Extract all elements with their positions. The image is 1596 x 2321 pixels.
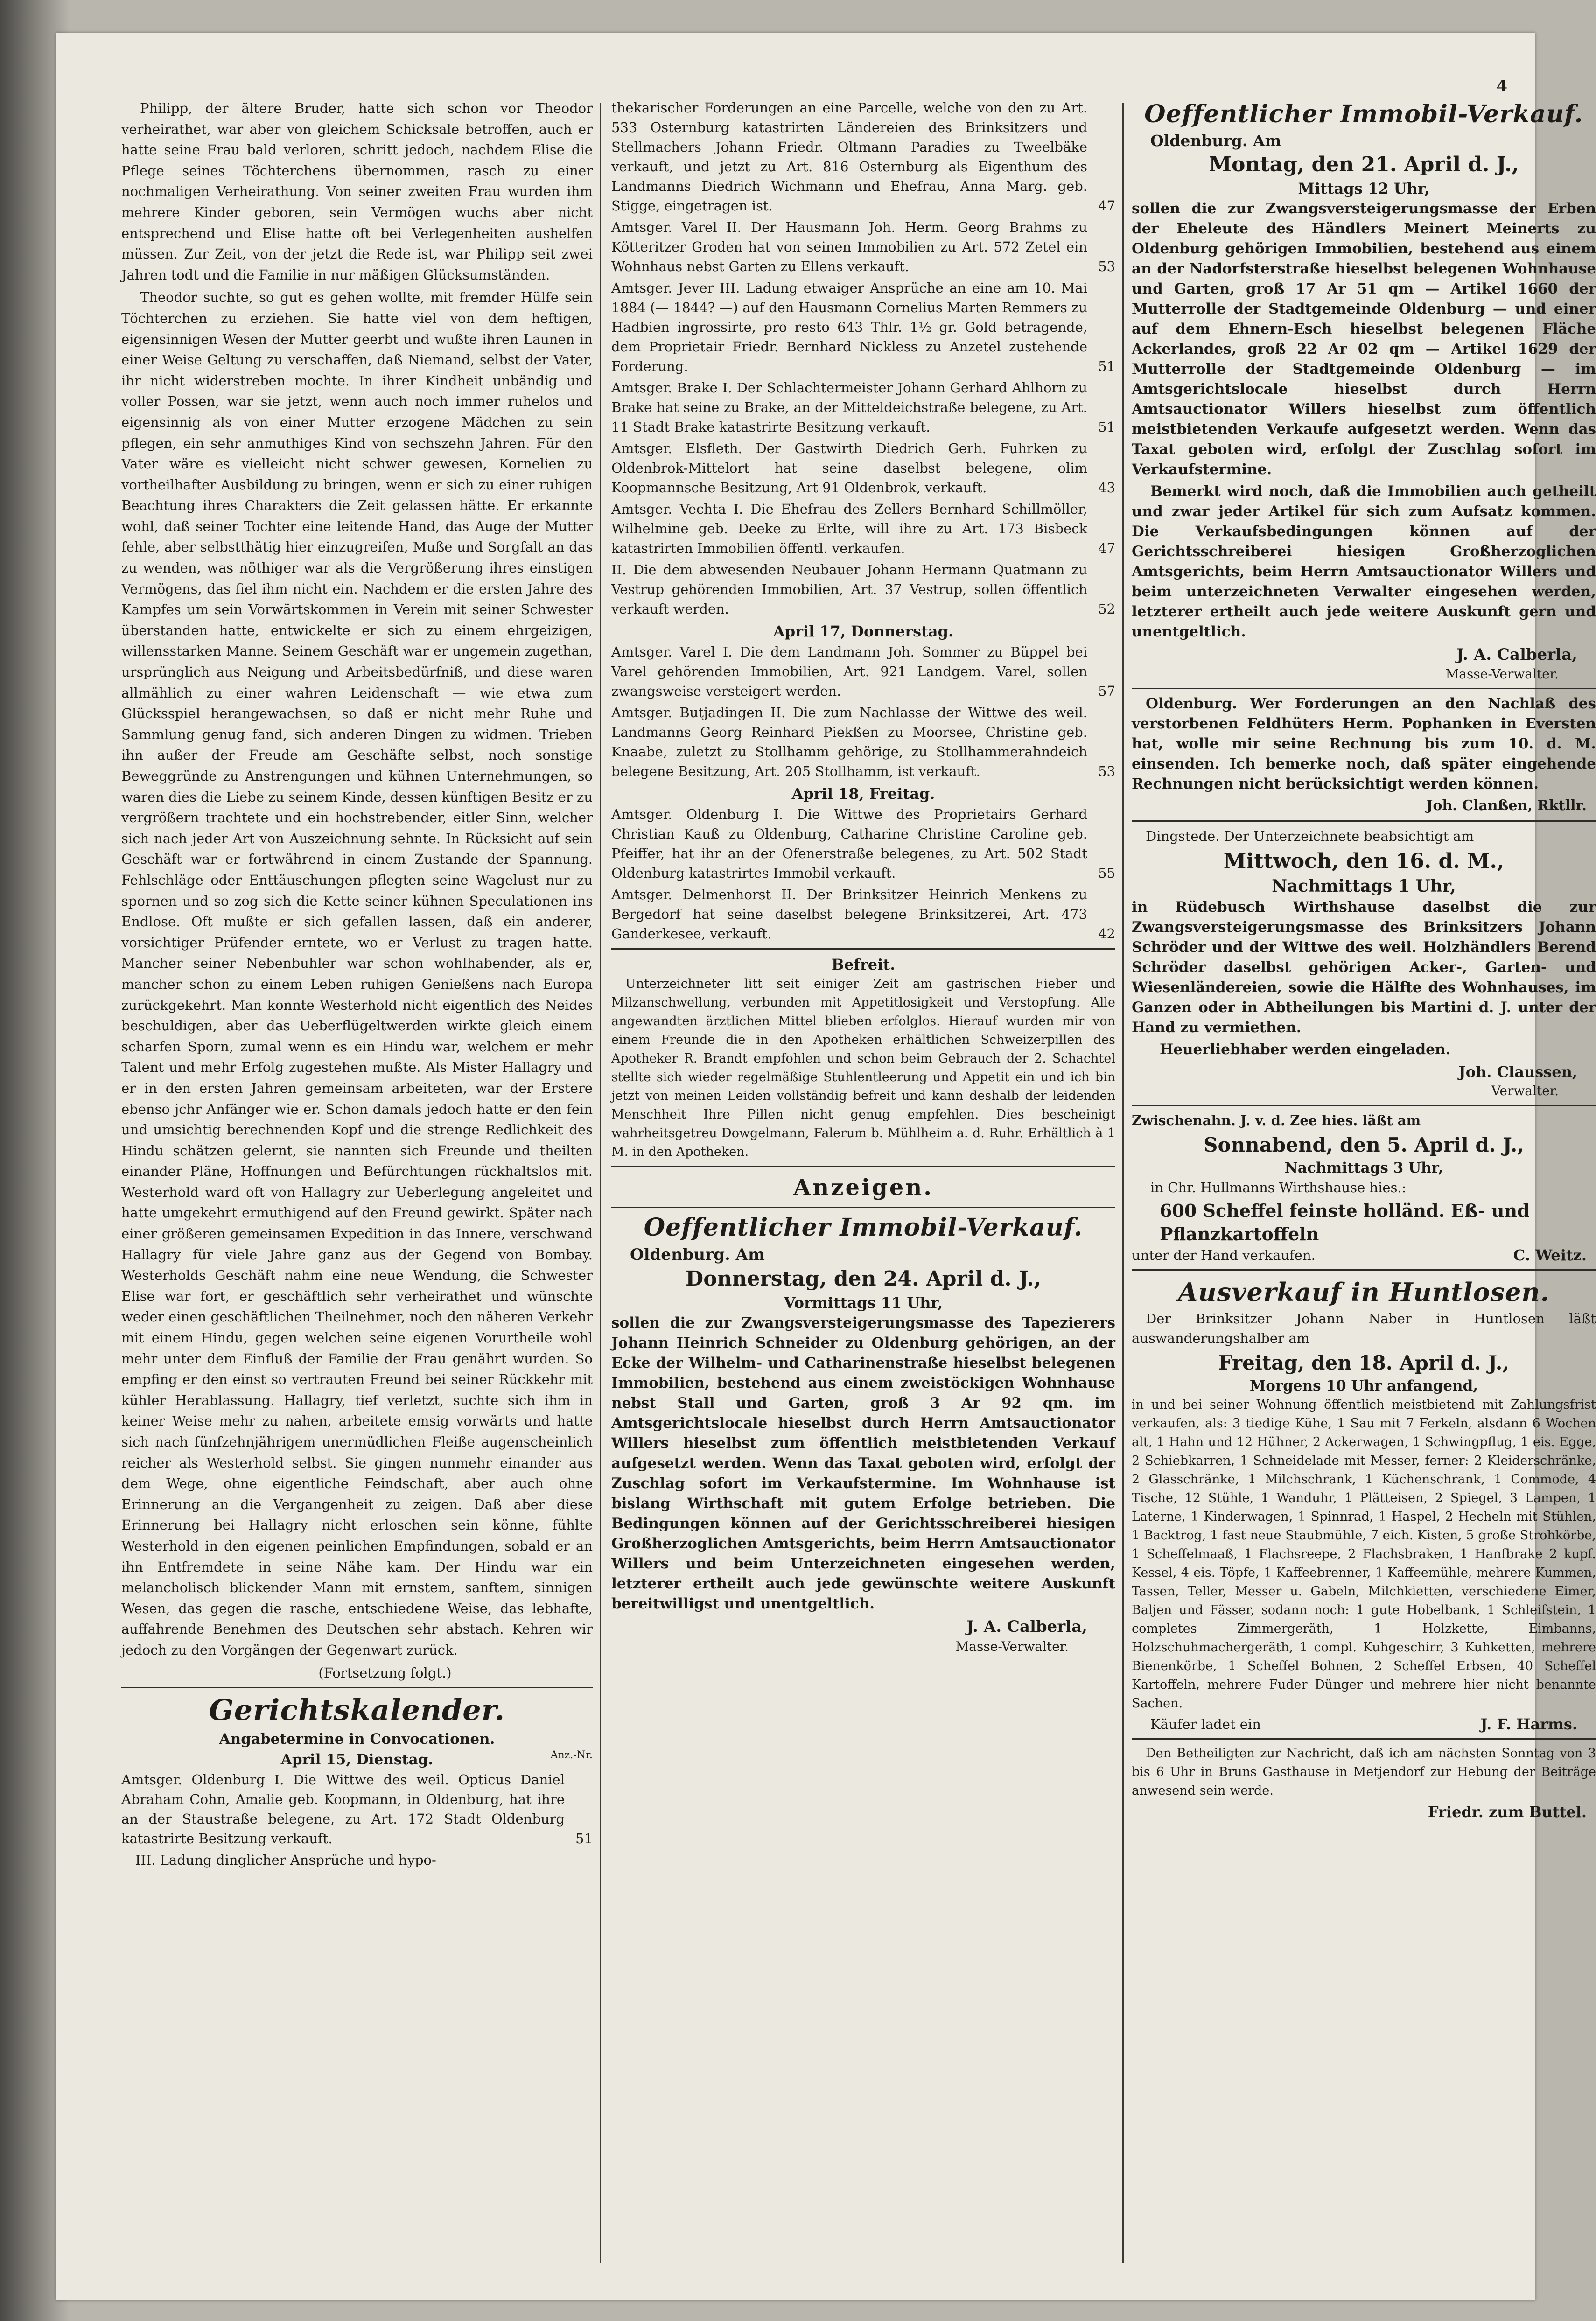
ad-text: sollen die zur Zwangsversteigerungsmasse des Tapezierers Johann Heinrich Schneider zu Oldenburg gehörigen, an der Ecke der Wilhelm- und Catharinenstraße hieselbst belegenen Immobilien, bestehend aus einem zweistöckigen Wohnhause nebst Stall und Garten, groß 3 Ar 92 qm. im Amtsgerichtslocale hieselbst durch Herrn Amtsauctionator Willers hieselbst zum öffentlich meistbietenden Verkauf aufgesetzt werden. Wenn das Taxat geboten wird, erfolgt der Zuschlag sofort im Verkaufstermine. Im Wohnhause ist bislang Wirthschaft mit gutem Erfolge betrieben. Die Bedingungen können auf der Gerichtsschreiberei hiesigen Großherzoglichen Amtsgerichts, beim Herrn Amtsauctionator Willers und beim Unterzeichneten eingesehen werden, letzterer ertheilt auch jede gewünschte weitere Auskunft bereitwilligst und unentgeltlich.	[611, 1314, 1115, 1612]
ad-time: Morgens 10 Uhr anfangend,	[1249, 1377, 1478, 1394]
court-entry	[611, 560, 1115, 619]
entry-number: 55	[1098, 865, 1115, 881]
court-entry-start: III. Ladung dinglicher Ansprüche und hypo-	[135, 1852, 436, 1868]
ad-head: Dingstede. Der Unterzeichnete beabsichtigt am	[1146, 828, 1474, 844]
column-notices	[611, 98, 1115, 1656]
entry-number: 43	[1098, 480, 1115, 496]
court-entry-text: II. Die dem abwesenden Neubauer Johann Hermann Quatmann zu Vestrup gehörenden Immobilien, Art. 37 Vestrup, sollen öffentlich verkauft werden.	[611, 562, 1087, 617]
story-paragraph: Theodor suchte, so gut es gehen wollte, mit fremder Hülfe sein Töchterchen zu erziehen. Sie hatte viel von dem heftigen, eigensinnigen Wesen der Mutter geerbt und wußte ihren Launen in einer Weise Geltung zu verschaffen, daß Niemand, selbst der Vater, ihr nicht widerstreben mochte. In ihrer Kindheit unbändig und voller Possen, war sie jetzt, wenn auch noch immer ruhelos und eigensinnig als von einer Mutter erzogene Mädchen zu sein pflegen, ein sehr anmuthiges Kind von sechszehn Jahren. Für den Vater wäre es vielleicht nicht schwer gewesen, Kornelien zu vortheilhafter Ausbildung zu bringen, wenn er sich zu einer ruhigen Beachtung ihres Charakters die Zeit gelassen hätte. Er erkannte wohl, daß seiner Tochter eine leitende Hand, das Auge der Mutter fehle, aber selbstthätig hier einzugreifen, Muße und Sorgfalt an das zu wenden, was nöthiger war als die Vergrößerung ihres einstigen Vermögens, das fiel ihm nicht ein. Nachdem er die ersten Jahre des Kampfes um sein Vorwärtskommen in Verein mit seiner Schwester überstanden hatte, entwickelte er sich zu einem ehrgeizigen, willensstarken Manne. Seinem Geschäft war er ungemein zugethan, ursprünglich aus Neigung und Arbeitsbedürfniß, und diese waren allmählich zu einer wahren Leidenschaft — wie etwa zum Glücksspiel herangewachsen, so daß er nicht mehr Ruhe und Sammlung genug fand, sich anderen Dingen zu widmen. Trieben ihn außer der Freude am Geschäfte selbst, noch sonstige Beweggründe zu Anstrengungen und kühnen Unternehmungen, so waren dies die Liebe zu seinem Kinde, dessen künftigen Besitz er zu vergrößern trachtete und ein hochstrebender, eitler Sinn, welcher sich nach jeder Art von Auszeichnung sehnte. In Rücksicht auf sein Geschäft war er fortwährend in einem Zustande der Spannung. Fehlschläge oder Enttäuschungen pflegten seine Wagelust nur zu spornen und so zog sich die Kette seiner kühnen Speculationen ins Endlose. Oft mußte er sich gefallen lassen, daß ein anderer, vorsichtiger Prüfender erntete, wo er Verlust zu tragen hatte. Mancher seiner Nebenbuhler war schon wohlhabender, als er, mancher schon zu einem Leben ruhigen Genießens nach Europa zurückgekehrt. Man konnte Westerhold nicht eigentlich des Neides beschuldigen, aber das Ueberflügeltwerden wirkte gleich einem scharfen Sporn, zumal wenn es ein Hindu war, welchem er mehr Talent und mehr Erfolg zugestehen mußte. Als Mister Hallagry und er in den ersten Jahren gemeinsam arbeiteten, war der Erstere ebenso jchr Anfänger wie er. Schon damals jedoch hatte er den fein und umsichtig berechnenden Kopf und die strenge Redlichkeit des Hindu schätzen gelernt, sie nannten sich Freunde und theilten einander Pläne, Hoffnungen und Befürchtungen rückhaltslos mit. Westerhold ward oft von Hallagry zur Ueberlegung angeleitet und hatte umgekehrt ermuthigend auf den Freund gewirkt. Später nach einer größeren gemeinsamen Expedition in das Innere, verschwand Hallagry für viele Jahre ganz aus der Gegend von Bombay. Westerholds Geschäft nahm eine neue Wendung, die Schwester Elise war fort, er geschäftlich sehr verheirathet und wünschte weder einen geschäftlichen Theilnehmer, noch den näheren Verkehr mit einem Hindu, gegen welchen seine eigenen Vorurtheile wohl mehr unter dem Einfluß der Familie der Frau genährt wurden. So empfing er den einst so vertrauten Freund bei seiner Rückkehr mit kühler Herablassung. Hallagry, tief verletzt, suchte sich ihm in keiner Weise mehr zu nahen, arbeitete emsig vorwärts und hatte sich nach fünfzehnjährigem unermüdlichen Fleiße augenscheinlich reicher als Westerhold selbst. Sie gingen nunmehr einander aus dem Wege, ohne eigentliche Feindschaft, aber auch ohne Erinnerung an die Vergangenheit zu zeigen. Daß aber diese Erinnerung bei Hallagry nicht erloschen sein könne, fühlte Westerhold in den eigenen peinlichen Empfindungen, sobald er an ihn Entfremdete in seine Nähe kam. Der Hindu war ein melancholisch blickender Mann mit ernstem, sanftem, sinnigen Wesen, das gegen die rasche, entschiedene Weise, das lebhafte, auffahrende Benehmen des Deutschen sehr abstach. Kehren wir jedoch zu den Vorgängen der Gegenwart zurück.	[121, 289, 593, 1658]
ad-signature: J. A. Calberla,	[966, 1617, 1087, 1636]
entry-number: 42	[1098, 926, 1115, 942]
court-calendar-date: April 15, Dienstag.	[280, 1751, 434, 1768]
testimonial-text: Unterzeichneter litt seit einiger Zeit am gastrischen Fieber und Milzanschwellung, verbunden mit Appetitlosigkeit und Verstopfung. Alle angewandten ärztlichen Mittel blieben erfolglos. Hierauf wurden mir von einem Freunde die in den Apotheken erhältlichen Schweizerpillen des Apotheker R. Brandt empfohlen und schon beim Gebrauch der 2. Schachtel stellte sich wieder regelmäßige Stuhlentleerung und Appetit ein und ich bin jetzt von meinen Leiden vollständig befreit und kann deshalb der leidenden Menschheit Ihre Pillen nicht genug empfehlen. Dies bescheinigt wahrheitsgetreu Dowgelmann, Falerum b. Mühlheim a. d. Ruhr. Erhältlich à 1 M. in den Apotheken.	[611, 977, 1115, 1159]
ad-signature-role: Masse-Verwalter.	[955, 1639, 1069, 1654]
court-entry-text: Amtsger. Oldenburg I. Die Wittwe des Proprietairs Gerhard Christian Kauß zu Oldenburg, Catharine Christine Caroline geb. Pfeiffer, hat ihr an der Ofenerstraße belegenes, zu Art. 502 Stadt Oldenburg katastrirtes Immobil verkauft.	[611, 806, 1087, 881]
court-entry	[611, 642, 1115, 701]
ad-date: Mittwoch, den 16. d. M.,	[1223, 849, 1505, 873]
ad-property-sale	[611, 1211, 1115, 1656]
ad-time: Mittags 12 Uhr,	[1298, 180, 1430, 197]
entry-number: 52	[1098, 601, 1115, 617]
story-paragraph: Philipp, der ältere Bruder, hatte sich schon vor Theodor verheirathet, war aber von gleichem Schicksale betroffen, auch er hatte seine Frau bald verloren, schritt jedoch, nachdem Elise die Pflege seines Töchterchens übernommen, rasch zu einer nochmaligen Verheirathung. Von seiner zweiten Frau wurden ihm mehrere Kinder geboren, sein Vermögen wuchs aber nicht entsprechend und Elise hatte oft bei Verlegenheiten aushelfen müssen. Zur Zeit, von der jetzt die Rede ist, war Philipp seit zwei Jahren todt und die Familie in nur mäßigen Glücksumständen.	[121, 100, 593, 283]
ad-text: sollen die zur Zwangsversteigerungsmasse der Erben der Eheleute des Händlers Meinert Meinerts zu Oldenburg gehörigen Immobilien, bestehend aus einem an der Nadorfsterstraße hieselbst belegenen Wohnhause und Garten, groß 17 Ar 51 qm — Artikel 1660 der Mutterrolle der Stadtgemeinde Oldenburg — und einer auf dem Ehnern-Esch hieselbst belegenen Fläche Ackerlandes, groß 22 Ar 02 qm — Artikel 1629 der Mutterrolle der Stadtgemeinde Oldenburg — im Amtsgerichtslocale hieselbst durch Herrn Amtsauctionator Willers hieselbst zum öffentlich meistbietenden Verkaufe aufgesetzt werden. Wenn das Taxat geboten wird, erfolgt der Zuschlag sofort im Verkaufstermine.	[1132, 200, 1596, 478]
entry-number: 51	[575, 1830, 593, 1846]
court-entry-text: Amtsger. Vechta I. Die Ehefrau des Zellers Bernhard Schillmöller, Wilhelmine geb. Deeke zu Erlte, will ihre zu Art. 173 Bisbeck katastrirten Immobilien öffentl. verkaufen.	[611, 501, 1087, 556]
ad-signature: J. F. Harms.	[1480, 1715, 1577, 1733]
divider	[611, 948, 1115, 950]
court-entry	[611, 278, 1115, 376]
divider	[611, 1166, 1115, 1167]
ad-potato-sale	[1132, 1111, 1596, 1265]
ad-clearance-sale	[1132, 1275, 1596, 1734]
column-story	[121, 98, 593, 1872]
court-entry	[611, 703, 1115, 781]
ad-footer	[1132, 1715, 1596, 1734]
column-rule	[1122, 103, 1124, 2263]
page-number: 4	[1496, 77, 1507, 96]
court-entry-text: Amtsger. Jever III. Ladung etwaiger Ansprüche an eine am 10. Mai 1884 (— 1844? —) auf den Hausmann Cornelius Marten Remmers zu Hadbien ingrossirte, pro resto 643 Thlr. 1½ gr. Gold betragende, dem Proprietair Friedr. Bernhard Nickless zu Anzetel zustehende Forderung.	[611, 280, 1087, 374]
entry-number: 51	[1098, 419, 1115, 435]
ad-footer	[1132, 1246, 1596, 1265]
ad-text: in Rüdebusch Wirthshause daselbst die zur Zwangsversteigerungsmasse des Brinksitzers Johann Schröder und der Wittwe des weil. Holzhändlers Berend Schröder daselbst gehörigen Acker-, Garten- und Wiesenländereien, sowie die Hälfte des Wohnhauses, im Ganzen oder in Abtheilungen bis Martini d. J. unter der Hand zu vermiethen.	[1132, 899, 1596, 1036]
entry-number: 57	[1098, 683, 1115, 699]
ad-signature: J. A. Calberla,	[1456, 645, 1577, 664]
ad-signature: Friedr. zum Buttel.	[1428, 1803, 1587, 1821]
ad-title: Ausverkauf in Huntlosen.	[1178, 1277, 1550, 1307]
court-entry-text: Amtsger. Butjadingen II. Die zum Nachlasse der Wittwe des weil. Landmanns Georg Reinhard Piekßen zu Moorsee, Christine geb. Knaabe, zuletzt zu Stollhamm gehörige, zu Stollhammerahndeich belegene Besitzung, Art. 205 Stollhamm, ist verkauft.	[611, 705, 1087, 779]
court-entry-text: Amtsger. Elsfleth. Der Gastwirth Diedrich Gerh. Fuhrken zu Oldenbrok-Mittelort hat seine daselbst belegene, olim Koopmannsche Besitzung, Art 91 Oldenbrok, verkauft.	[611, 440, 1087, 496]
ad-offer: 600 Scheffel feinste holländ. Eß- und Pflanzkartoffeln	[1160, 1200, 1530, 1244]
ad-land-rental	[1132, 826, 1596, 1100]
calendar-date-heading: April 17, Donnerstag.	[773, 622, 954, 640]
court-entry	[611, 98, 1115, 216]
court-entry	[611, 439, 1115, 497]
ad-collection-notice	[1132, 1744, 1596, 1822]
court-entry	[611, 499, 1115, 558]
newspaper-page	[56, 33, 1596, 2300]
divider	[611, 1207, 1115, 1208]
column-rule	[600, 103, 601, 2263]
ad-date: Montag, den 21. April d. J.,	[1209, 153, 1519, 176]
entry-number: 47	[1098, 540, 1115, 556]
ad-signature: Joh. Clanßen, Rktllr.	[1426, 797, 1587, 814]
court-entry	[611, 378, 1115, 437]
entry-number: 51	[1098, 358, 1115, 374]
entry-number: 53	[1098, 259, 1115, 274]
ad-date: Donnerstag, den 24. April d. J.,	[686, 1267, 1041, 1291]
ad-text: in Chr. Hullmanns Wirthshause hies.:	[1150, 1180, 1407, 1195]
court-entry-text: Amtsger. Oldenburg I. Die Wittwe des weil. Opticus Daniel Abraham Cohn, Amalie geb. Koopmann, in Oldenburg, hat ihre an der Staustraße belegene, zu Art. 172 Stadt Oldenburg katastrirte Besitzung verkauft.	[121, 1771, 565, 1846]
ad-text: Bemerkt wird noch, daß die Immobilien auch getheilt und zwar jeder Artikel für sich zum Aufsatz kommen. Die Verkaufsbedingungen können auf der Gerichtsschreiberei hiesigen Großherzoglichen Amtsgerichts, beim Herrn Amtsauctionator Willers und beim unterzeichneten Verwalter eingesehen werden, letzterer ertheilt auch jede weitere Auskunft gern und unentgeltlich.	[1132, 483, 1596, 640]
ad-signature-role: Masse-Verwalter.	[1445, 666, 1559, 682]
ad-signature: C. Weitz.	[1513, 1246, 1587, 1264]
ad-text: Heuerliebhaber werden eingeladen.	[1160, 1041, 1451, 1058]
ad-title: Oeffentlicher Immobil-Verkauf.	[1144, 100, 1583, 128]
ad-date: Freitag, den 18. April d. J.,	[1218, 1351, 1510, 1374]
ad-text: Den Betheiligten zur Nachricht, daß ich am nächsten Sonntag von 3 bis 6 Uhr in Bruns Gasthause in Metjendorf zur Hebung der Beiträge anwesend sein werde.	[1132, 1746, 1596, 1798]
court-entry-text: thekarischer Forderungen an eine Parcelle, welche von den zu Art. 533 Osternburg katastrirten Ländereien des Brinksitzers und Stellmachers Johann Friedr. Oltmann Paradies zu Tweelbäke verkauft, und jetzt zu Art. 816 Osternburg als Eigenthum des Landmanns Diedrich Wichmann und Ehefrau, Anna Marg. geb. Stigge, eingetragen ist.	[611, 100, 1087, 214]
column-ads	[1132, 98, 1596, 1822]
ad-signature-role: Verwalter.	[1491, 1083, 1559, 1098]
divider	[1132, 1738, 1596, 1740]
calendar-date-heading: April 18, Freitag.	[791, 785, 935, 803]
court-calendar-title: Gerichtskalender.	[209, 1692, 505, 1727]
entry-number: 47	[1098, 198, 1115, 214]
testimonial-title: Befreit.	[831, 956, 896, 973]
ads-section-title: Anzeigen.	[793, 1174, 933, 1201]
court-entry	[611, 217, 1115, 276]
ad-head: Der Brinksitzer Johann Naber in Huntlosen läßt auswanderungshalber am	[1132, 1311, 1596, 1346]
divider	[1132, 1269, 1596, 1271]
ad-place: Oldenburg. Am	[1150, 132, 1281, 150]
ad-creditors-call	[1132, 694, 1596, 816]
ad-title: Oeffentlicher Immobil-Verkauf.	[644, 1213, 1083, 1242]
ad-place: Oldenburg. Am	[630, 1245, 765, 1264]
court-entry	[611, 804, 1115, 883]
divider	[1132, 688, 1596, 689]
ad-property-sale-2	[1132, 98, 1596, 683]
ad-time: Vormittags 11 Uhr,	[784, 1294, 943, 1312]
divider	[121, 1687, 593, 1688]
court-entry	[611, 885, 1115, 944]
ad-text: in und bei seiner Wohnung öffentlich meistbietend mit Zahlungsfrist verkaufen, als: 3 tiedige Kühe, 1 Sau mit 7 Ferkeln, alsdann 6 Wochen alt, 1 Hahn und 12 Hühner, 2 Ackerwagen, 1 Schwingpflug, 1 eis. Egge, 2 Schiebkarren, 1 Schneidelade mit Messer, ferner: 2 Kleiderschränke, 2 Glasschränke, 1 Milchschrank, 1 Küchenschrank, 1 Commode, 4 Tische, 12 Stühle, 1 Wanduhr, 1 Plätteisen, 2 Spiegel, 3 Lampen, 1 Laterne, 1 Kinderwagen, 1 Spinnrad, 1 Haspel, 2 Hecheln mit Stühlen, 1 Backtrog, 1 fast neue Staubmühle, 7 eich. Kisten, 5 große Strohkörbe, 1 Scheffelmaaß, 1 Flachsreepe, 2 Flachsbraken, 1 Hanfbrake 2 kupf. Kessel, 4 eis. Töpfe, 1 Kaffeebrenner, 1 Kaffeemühle, mehrere Kummen, Tassen, Teller, Messer u. Gabeln, Milchkietten, verschiedene Eimer, Baljen und Fässer, sodann noch: 1 gute Hobelbank, 1 Schleifstein, 1 completes Zimmergeräth, 1 Holzkette, Eimbanns, Holzschuhmachergeräth, 1 compl. Kuhgeschirr, 3 Kuhketten, mehrere Bienenkörbe, 1 Scheffel Bohnen, 2 Scheffel Erbsen, 40 Scheffel Kartoffeln, mehrere Fuder Dünger und mehrere hier nicht benannte Sachen.	[1132, 1398, 1596, 1711]
ad-text: unter der Hand verkaufen.	[1132, 1247, 1316, 1263]
ad-signature: Joh. Claussen,	[1458, 1063, 1577, 1081]
ad-time: Nachmittags 1 Uhr,	[1272, 876, 1456, 896]
court-entry-text: Amtsger. Varel II. Der Hausmann Joh. Herm. Georg Brahms zu Kötteritzer Groden hat von seinen Immobilien zu Art. 572 Zetel ein Wohnhaus nebst Garten zu Ellens verkauft.	[611, 219, 1087, 274]
ad-head: Zwischenahn. J. v. d. Zee hies. läßt am	[1132, 1112, 1421, 1128]
court-entry-text: Amtsger. Varel I. Die dem Landmann Joh. Sommer zu Büppel bei Varel gehörenden Immobilien, Art. 921 Landgem. Varel, sollen zwangsweise versteigert werden.	[611, 644, 1087, 699]
date-row	[121, 1749, 593, 1770]
entry-number: 53	[1098, 763, 1115, 779]
divider	[1132, 820, 1596, 822]
ad-text: Käufer ladet ein	[1150, 1716, 1261, 1732]
court-calendar-subtitle: Angabetermine in Convocationen.	[219, 1730, 495, 1748]
ad-time: Nachmittags 3 Uhr,	[1284, 1160, 1443, 1176]
column-label: Anz.-Nr.	[550, 1749, 593, 1761]
ad-text: Oldenburg. Wer Forderungen an den Nachlaß des verstorbenen Feldhüters Herm. Pophanken in Eversten hat, wolle mir seine Rechnung bis zum 10. d. M. einsenden. Ich bemerke noch, daß später eingehende Rechnungen nicht berücksichtigt werden können.	[1132, 695, 1596, 792]
divider	[1132, 1105, 1596, 1106]
continued-note: (Fortsetzung folgt.)	[318, 1664, 452, 1681]
court-entry-text: Amtsger. Delmenhorst II. Der Brinksitzer Heinrich Menkens zu Bergedorf hat seine daselbst belegene Brinksitzerei, Art. 473 Ganderkesee, verkauft.	[611, 887, 1087, 942]
ad-date: Sonnabend, den 5. April d. J.,	[1204, 1133, 1524, 1156]
court-entry	[121, 1770, 593, 1848]
court-entry-text: Amtsger. Brake I. Der Schlachtermeister Johann Gerhard Ahlhorn zu Brake hat seine zu Brake, an der Mitteldeichstraße belegene, zu Art. 11 Stadt Brake katastrirte Besitzung verkauft.	[611, 380, 1087, 435]
